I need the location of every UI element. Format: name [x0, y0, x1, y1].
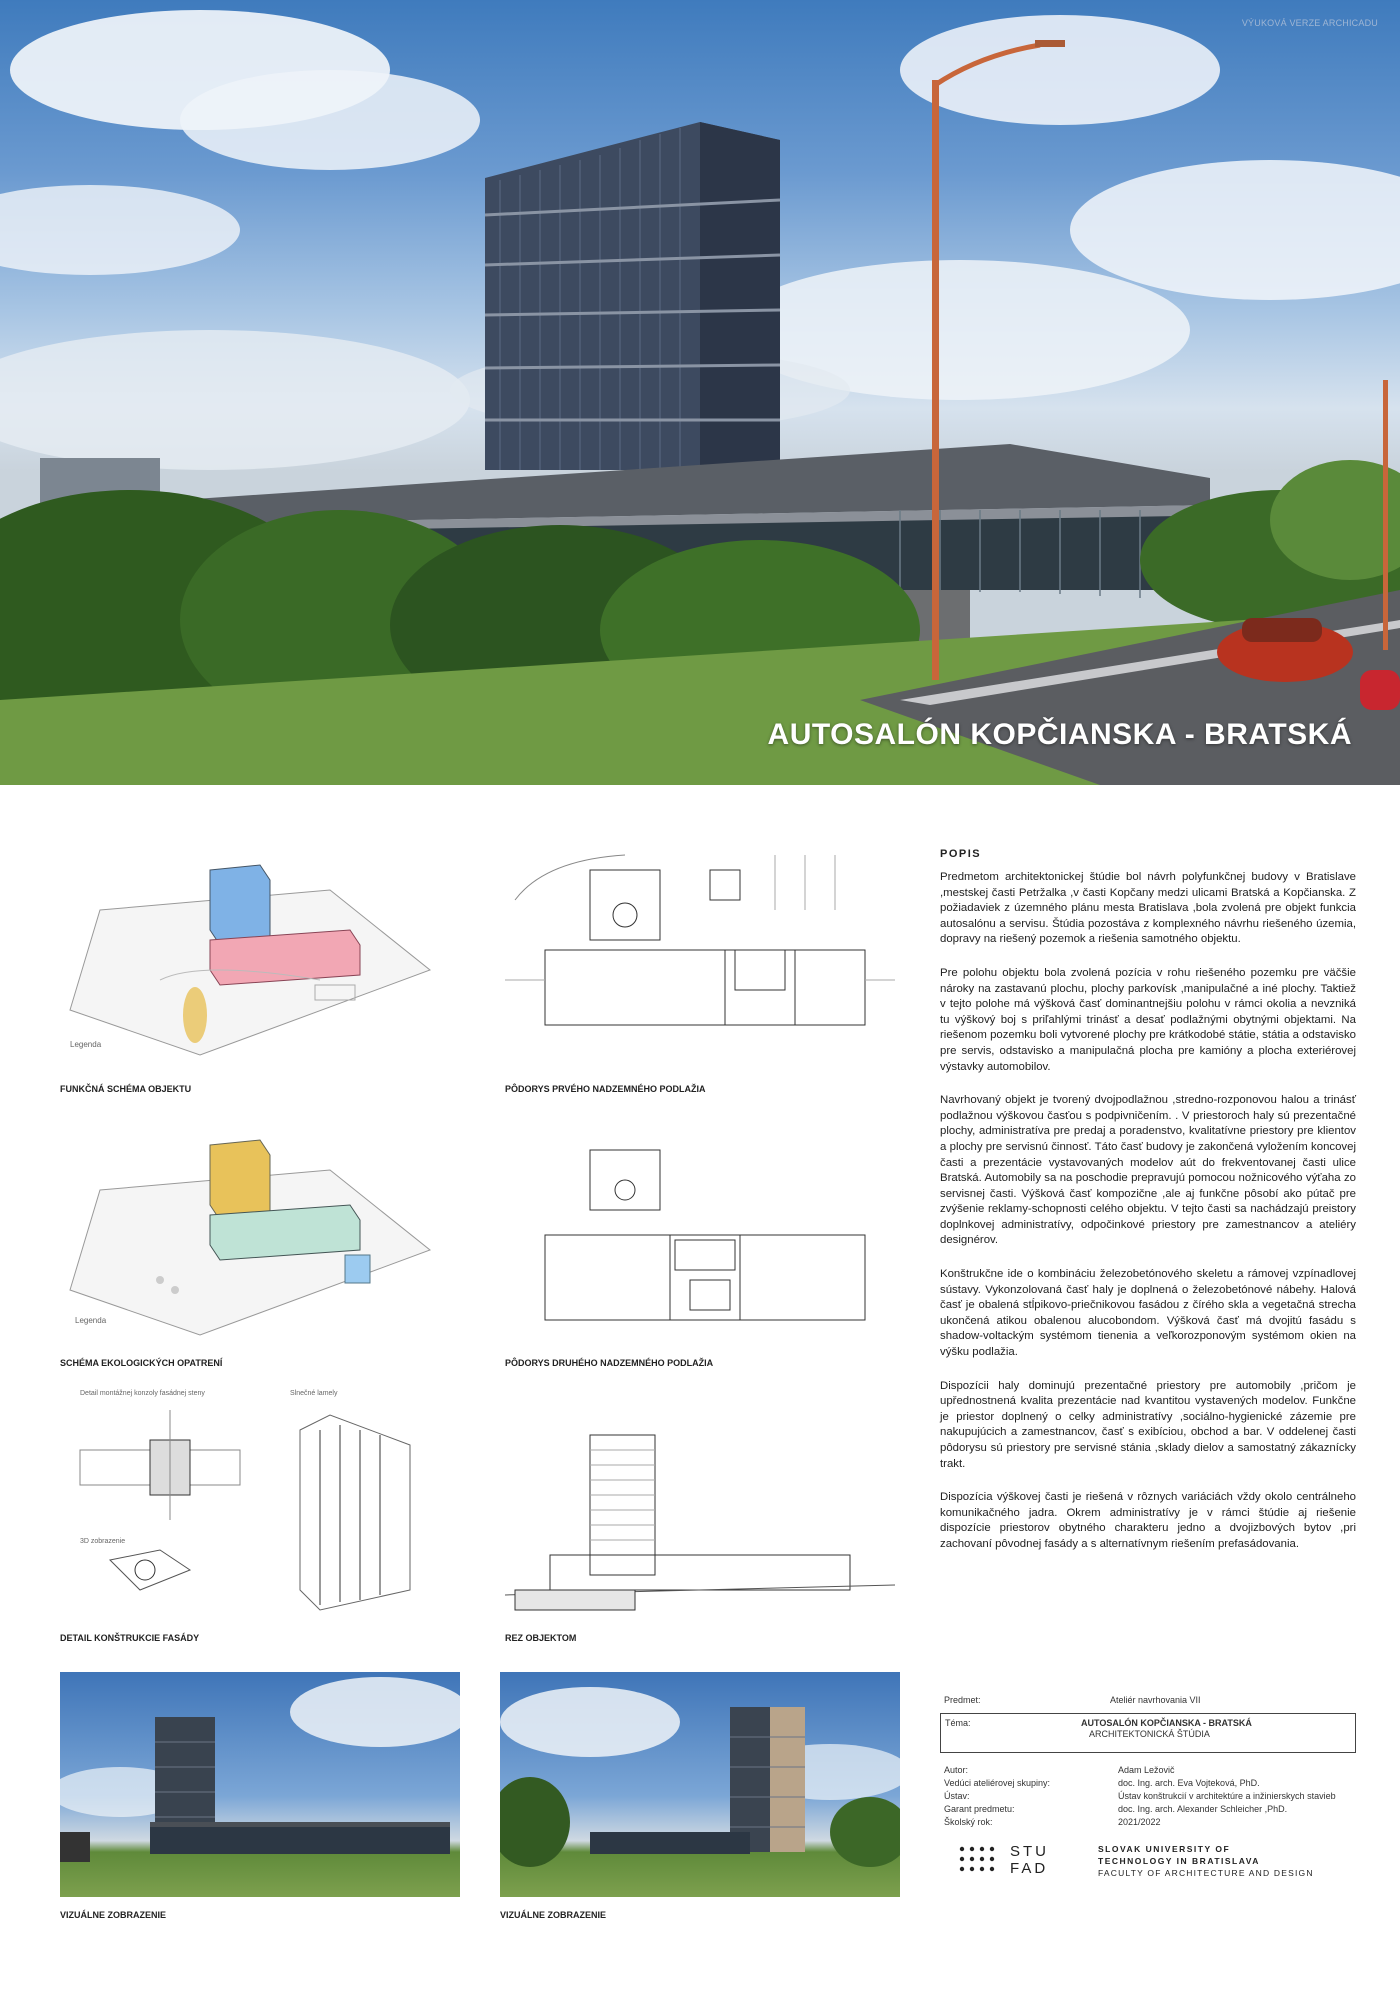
hero-scene: [0, 0, 1400, 785]
caption-eco-scheme: SCHÉMA EKOLOGICKÝCH OPATRENÍ: [60, 1358, 223, 1368]
year-value: 2021/2022: [1118, 1817, 1161, 1827]
theme-value-2: ARCHITEKTONICKÁ ŠTÚDIA: [1089, 1729, 1210, 1739]
description-block: [940, 848, 1356, 1571]
description-paragraph-4: Konštrukčne ide o kombináciu železobetónového skeletu a rámovej vzpínadlovej sústavy. Vykonzolovaná časť haly je doplnená o železobetónové nábehy. Halová časť je obalená stĺpikovo-priečnikovou fasádou z čírého skla a vegetačná strecha ukončená atikou obalenou alucobondom. Výšková časť má dvojitú fasádu s shadow-voltackým systémom tienenia a veľkorozponovým systémom okien na výšku podlažia.: [940, 1268, 1356, 1359]
caption-section: REZ OBJEKTOM: [505, 1633, 577, 1643]
logo-line-1: SLOVAK UNIVERSITY OF: [1098, 1844, 1231, 1854]
leader-value: doc. Ing. arch. Eva Vojteková, PhD.: [1118, 1778, 1260, 1788]
logo-stu: STU: [1010, 1843, 1049, 1860]
institute-label: Ústav:: [944, 1791, 970, 1801]
leader-row: [940, 1778, 1356, 1790]
legend-title-1: Legenda: [70, 1040, 102, 1049]
page-title: AUTOSALÓN KOPČIANSKA - BRATSKÁ: [767, 718, 1352, 751]
guarantor-label: Garant predmetu:: [944, 1804, 1015, 1814]
description-paragraph-3: Navrhovaný objekt je tvorený dvojpodlažnou ,stredno-rozponovou halou a trinásť podlažnou výškovou časťou s podpivničením. . V priestoroch haly sú prezentačné plochy, administratíva pre predaj a poradenstvo, kvalitatívne priestory pre klientov a plochy pre servisnú činnosť. Táto časť budovy je zakončená vyložením koncovej časti a prezentácie vystavovaných modelov aút do frekventovanej časti ulice Bratská. Automobily sa na poschodie prepravujú pomocou nožnicového výťaha zo servisnej časti. Výšková časť kompozične ,ale aj funkčne pôsobí ako pútač pre zvýšenie reklamy-schopnosti celého objektu. V tejto časti sa nachádzajú preistory doplnkovej administratívy, odpočinkové priestory pre zamestnancov a ateliéry designérov.: [940, 1094, 1356, 1247]
functional-scheme-figure: [60, 850, 440, 1080]
description-paragraph-6: Dispozícia výškovej časti je riešená v rôznych variáciách vždy okolo centrálneho komunikačného jadra. Okrem administratívy je v rámci štúdie aj riešenie dispozície priestorov obytného charakteru jedno a dvojizbových bytov ,pri zachovaní pôvodnej fasády a s alternatívnym riešením prefasádovania.: [940, 1491, 1356, 1550]
theme-box: [940, 1713, 1356, 1753]
year-row: [940, 1817, 1356, 1829]
description-paragraph-5: Dispozícii haly dominujú prezentačné priestory pre automobily ,pričom je upřednostnená kvalita prezentácie nad kvantitou vystavených modelov. Funkčne je priestor doplnený o celky administratívy ,sociálno-hygienické zázemie pre nakupujúcich a zamestnancov, časť s exibíciou, obchod a bar. V oddelenej časti pôdorysu sú priestory pre servisné stánia ,sklady dielov a samostatný zákaznícky trakt.: [940, 1379, 1356, 1470]
caption-first-floor-plan: PÔDORYS DRUHÉHO NADZEMNÉHO PODLAŽIA: [505, 1358, 714, 1368]
institute-row: [940, 1791, 1356, 1803]
isometric-label: 3D zobrazenie: [80, 1538, 126, 1545]
first-floor-plan-figure: [540, 1145, 880, 1350]
legend-title-2: Legenda: [75, 1316, 107, 1325]
caption-visual-2: VIZUÁLNE ZOBRAZENIE: [500, 1910, 607, 1920]
section-figure: [505, 1420, 895, 1620]
eco-scheme-figure: [60, 1130, 440, 1350]
guarantor-value: doc. Ing. arch. Alexander Schleicher ,PhD.: [1118, 1804, 1288, 1814]
logo-line-2: TECHNOLOGY IN BRATISLAVA: [1098, 1856, 1260, 1866]
logo-line-3: FACULTY OF ARCHITECTURE AND DESIGN: [1098, 1868, 1314, 1878]
leader-label: Vedúci ateliérovej skupiny:: [944, 1778, 1051, 1788]
description-paragraph-2: Pre polohu objektu bola zvolená pozícia v rohu riešeného pozemku pre väčšie nároky na zastavanú plochu, plochy parkovísk ,manipulačné a iné plochy. Taktiež v tejto polohe má výšková časť dominantnejšiu polohu v rámci okolia a nevzniká tu výškový boj s priľahlými trinásť a desať podlažnými obytnými objektami. Na riešenom pozemku boli vytvorené plochy pre krátkodobé státie, státia a odstavisko pre servis, odstavisko a manipulačná plocha pre kamióny a plocha exteriérovej výstavky automobilov.: [940, 966, 1356, 1073]
hero-render: [0, 0, 1400, 785]
dot-grid-icon: [958, 1845, 1004, 1881]
institute-value: Ústav konštrukcií v architektúre a inžinierskych stavieb: [1118, 1791, 1336, 1801]
author-label: Autor:: [944, 1765, 969, 1775]
year-label: Školský rok:: [944, 1817, 993, 1827]
subject-label: Predmet:: [944, 1695, 981, 1705]
ground-floor-plan-figure: [505, 850, 895, 1080]
caption-facade-detail: DETAIL KONŠTRUKCIE FASÁDY: [60, 1633, 200, 1643]
subject-row: [940, 1695, 1356, 1707]
theme-value-1: AUTOSALÓN KOPČIANSKA - BRATSKÁ: [1081, 1718, 1252, 1728]
caption-visual-1: VIZUÁLNE ZOBRAZENIE: [60, 1910, 167, 1920]
visual-render-1: [60, 1672, 460, 1897]
facade-detail-figure: [60, 1390, 440, 1615]
caption-ground-floor-plan: PÔDORYS PRVÉHO NADZEMNÉHO PODLAŽIA: [505, 1084, 706, 1094]
author-value: Adam Ležovič: [1118, 1765, 1175, 1775]
logo-fad: FAD: [1010, 1860, 1049, 1877]
watermark: VÝUKOVÁ VERZE ARCHICADU: [1241, 18, 1378, 28]
blinds-label: Slnečné lamely: [290, 1390, 338, 1397]
description-paragraph-1: Predmetom architektonickej štúdie bol návrh polyfunkčnej budovy v Bratislave ,mestskej časti Petržalka ,v časti Kopčany medzi ulicami Bratská a Kopčianska. Z požiadaviek z územného plánu mesta Bratislava ,bola zvolená pre objekt funkcia autosalónu a servisu. Štúdia pozostáva z komplexného návrhu riešeného územia, dopravy na riešený pozemok a riešenia samotného objektu.: [940, 871, 1356, 946]
stu-fad-logo: [958, 1843, 1358, 1888]
facade-detail-label: Detail montážnej konzoly fasádnej steny: [80, 1390, 205, 1397]
guarantor-row: [940, 1804, 1356, 1816]
theme-label: Téma:: [945, 1718, 971, 1728]
visual-render-2: [500, 1672, 900, 1897]
caption-functional-scheme: FUNKČNÁ SCHÉMA OBJEKTU: [60, 1084, 192, 1094]
subject-value: Ateliér navrhovania VII: [1110, 1695, 1201, 1705]
description-heading: POPIS: [940, 848, 982, 860]
author-row: [940, 1765, 1356, 1777]
